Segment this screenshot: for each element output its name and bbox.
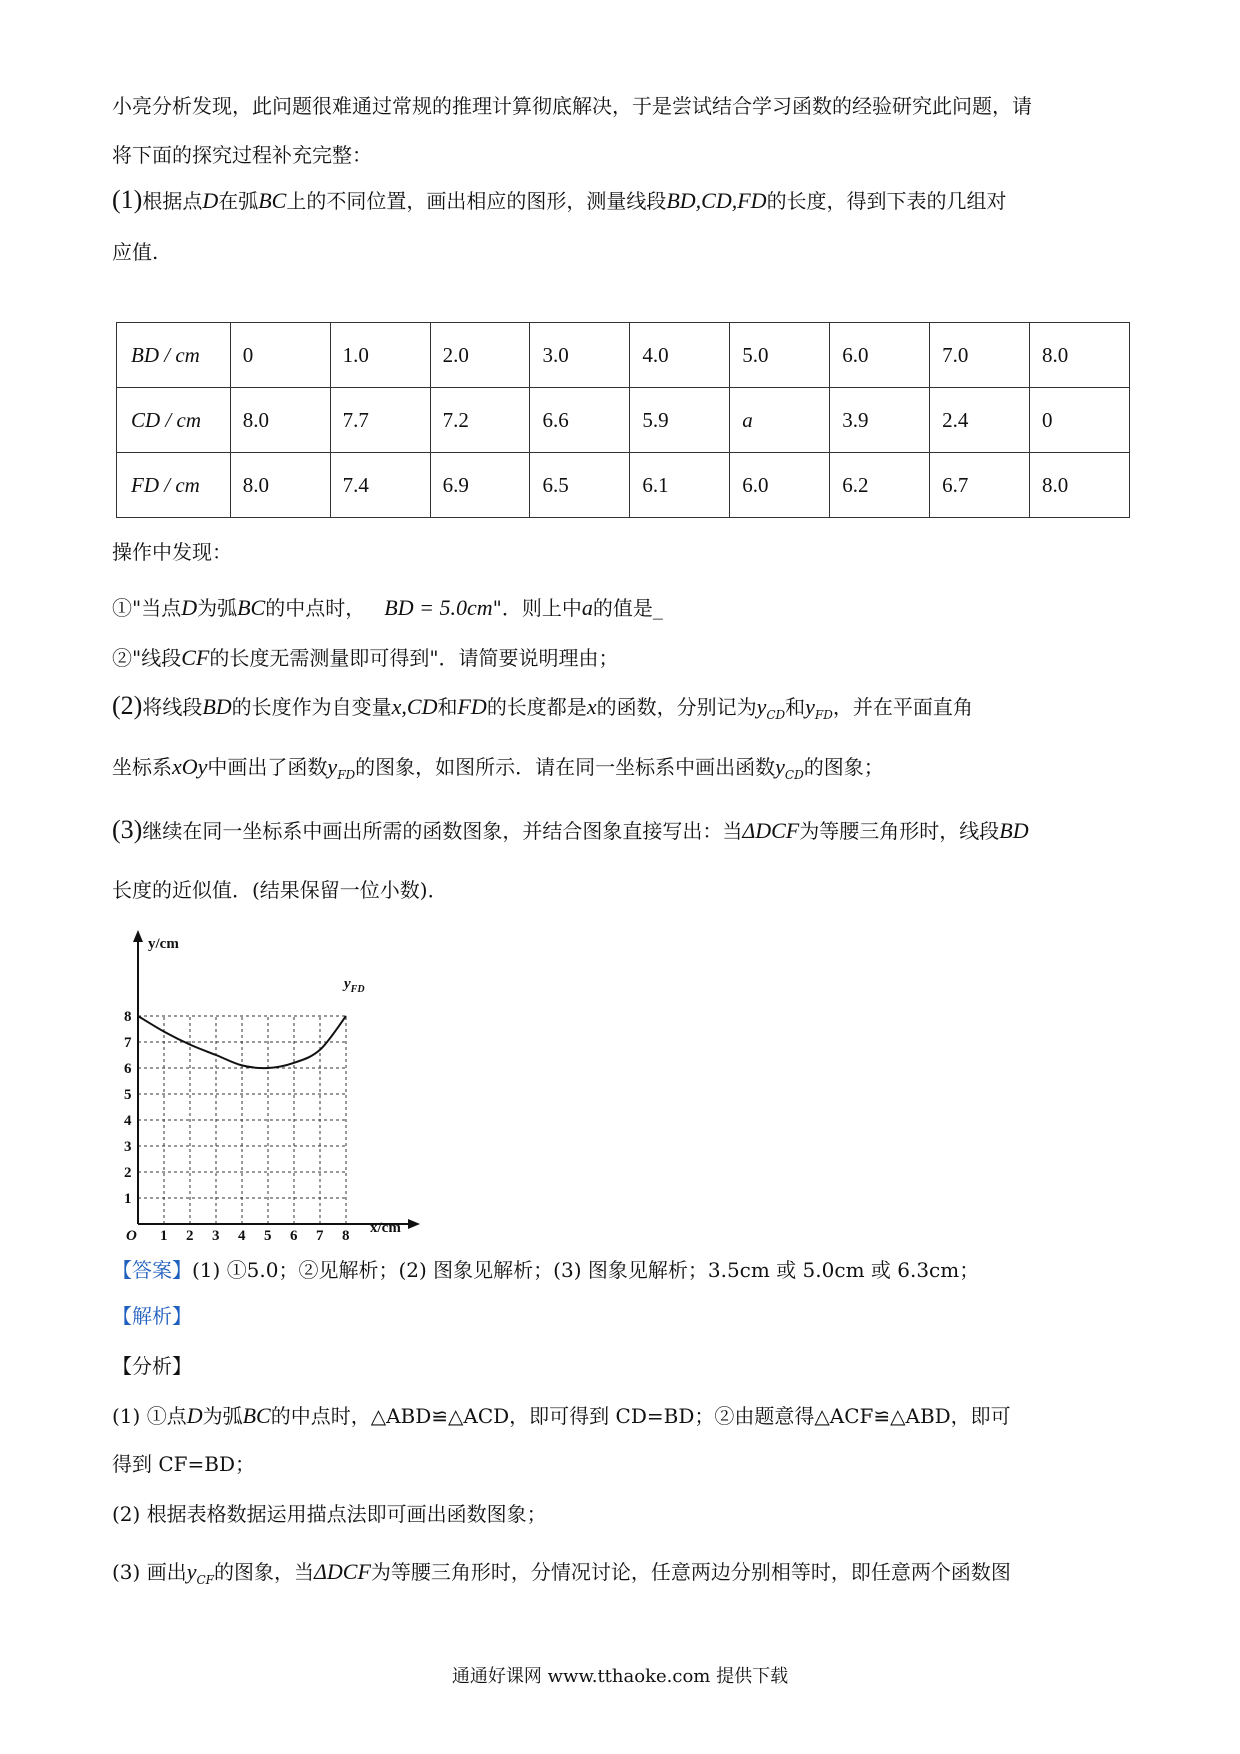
table-cell: 0 (230, 323, 330, 388)
table-cell: 0 (1030, 388, 1130, 453)
part3-line-2: 长度的近似值．(结果保留一位小数)． (112, 878, 448, 902)
y-tick-label: 4 (124, 1113, 132, 1129)
table-cell: 4.0 (630, 323, 730, 388)
table-row (117, 388, 1130, 453)
table-cell: 8.0 (1030, 453, 1130, 518)
y-axis-arrow (133, 930, 143, 942)
intro-line-2: 将下面的探究过程补充完整： (112, 143, 372, 167)
table-cell: 6.0 (730, 453, 830, 518)
table-cell: 6.7 (930, 453, 1030, 518)
table-row-head: BD / cm (117, 323, 231, 388)
grid (138, 1016, 346, 1224)
y-tick-label: 1 (124, 1191, 132, 1207)
table-row (117, 453, 1130, 518)
table-row (117, 323, 1130, 388)
part1-line-1: (1)根据点D在弧BC上的不同位置，画出相应的图形，测量线段BD,CD,FD的长度，得到下表的几组对 (112, 185, 1007, 214)
part1-line-2: 应值. (112, 240, 159, 264)
y-tick-label: 3 (124, 1139, 132, 1155)
analysis-tag-line (112, 1302, 192, 1330)
table-cell: 8.0 (230, 388, 330, 453)
y-tick-label: 5 (124, 1087, 132, 1103)
table-cell: 1.0 (330, 323, 430, 388)
table-cell: 6.1 (630, 453, 730, 518)
x-tick-label: 5 (264, 1228, 272, 1244)
table-cell: a (730, 388, 830, 453)
table-row-head: CD / cm (117, 388, 231, 453)
table-cell: 6.9 (430, 453, 530, 518)
part2-line-2: 坐标系xOy中画出了函数$y_{FD}$的图象，如图所示．请在同一坐标系中画出函数$y_{CD}$的图象； (112, 754, 884, 782)
table-cell: 2.0 (430, 323, 530, 388)
answer-tag: 【答案】 (112, 1258, 192, 1282)
analysis-sub-line: 【分析】 (112, 1354, 192, 1378)
x-tick-label: 1 (160, 1228, 168, 1244)
x-tick-label: 2 (186, 1228, 194, 1244)
table-cell: 8.0 (230, 453, 330, 518)
x-tick-label: 6 (290, 1228, 298, 1244)
table-cell: 6.0 (830, 323, 930, 388)
analysis-p2: (2) 根据表格数据运用描点法即可画出函数图象； (112, 1502, 547, 1526)
table-cell: 6.5 (530, 453, 630, 518)
table-cell: 7.4 (330, 453, 430, 518)
x-tick-label: 8 (342, 1228, 350, 1244)
y-tick-label: 2 (124, 1165, 132, 1181)
y-tick-label: 8 (124, 1009, 132, 1025)
table-cell: 8.0 (1030, 323, 1130, 388)
x-tick-label: 3 (212, 1228, 220, 1244)
ops-q1: ①"当点D为弧BC的中点时， BD = 5.0cm"．则上中a的值是_ (112, 595, 663, 620)
y-tick-label: 6 (124, 1061, 132, 1077)
x-tick-label: 7 (316, 1228, 324, 1244)
page-footer: 通通好课网 www.tthaoke.com 提供下载 (451, 1666, 789, 1687)
x-tick-label: 4 (238, 1228, 246, 1244)
table-cell: 5.9 (630, 388, 730, 453)
x-axis-label: x/cm (370, 1220, 401, 1236)
table-row-head: FD / cm (117, 453, 231, 518)
ops-q2: ②"线段CF的长度无需测量即可得到"．请简要说明理由； (112, 645, 619, 670)
table-cell: 5.0 (730, 323, 830, 388)
table-cell: 6.2 (830, 453, 930, 518)
table-cell: 7.0 (930, 323, 1030, 388)
table-cell: 7.2 (430, 388, 530, 453)
x-axis-arrow (408, 1219, 420, 1229)
part3-line-1: (3)继续在同一坐标系中画出所需的函数图象，并结合图象直接写出：当ΔDCF为等腰三角形时，线段BD (112, 815, 1029, 844)
table-cell: 3.0 (530, 323, 630, 388)
table-cell: 6.6 (530, 388, 630, 453)
series-label: $y_{FD}$ (344, 976, 365, 995)
analysis-p1: (1) ①点D为弧BC的中点时，△ABD≌△ACD，即可得到 CD=BD；②由题意得△ACF≌△ABD，即可 (112, 1403, 1011, 1428)
table-cell: 7.7 (330, 388, 430, 453)
ops-title: 操作中发现： (112, 540, 232, 564)
y-tick-label: 7 (124, 1035, 132, 1051)
analysis-p1-cont: 得到 CF=BD； (112, 1452, 256, 1476)
table-cell: 2.4 (930, 388, 1030, 453)
part2-line-1: (2)将线段BD的长度作为自变量x,CD和FD的长度都是x的函数，分别记为$y_{CD}$和$y_{FD}$，并在平面直角 (112, 691, 973, 722)
analysis-p3: (3) 画出$y_{CF}$的图象，当ΔDCF为等腰三角形时，分情况讨论，任意两边分别相等时，即任意两个函数图 (112, 1559, 1011, 1587)
analysis-tag: 【解析】 (112, 1304, 192, 1328)
function-graph (108, 928, 428, 1248)
ticks (124, 1009, 350, 1244)
answer-line: 【答案】(1) ①5.0；②见解析；(2) 图象见解析；(3) 图象见解析；3.5cm 或 5.0cm 或 6.3cm； (112, 1258, 980, 1282)
intro-line-1: 小亮分析发现，此问题很难通过常规的推理计算彻底解决，于是尝试结合学习函数的经验研究此问题，请 (112, 94, 1032, 118)
measurement-table (116, 322, 1130, 518)
y-axis-label: y/cm (148, 936, 179, 952)
origin-label: O (126, 1228, 137, 1244)
table-cell: 3.9 (830, 388, 930, 453)
